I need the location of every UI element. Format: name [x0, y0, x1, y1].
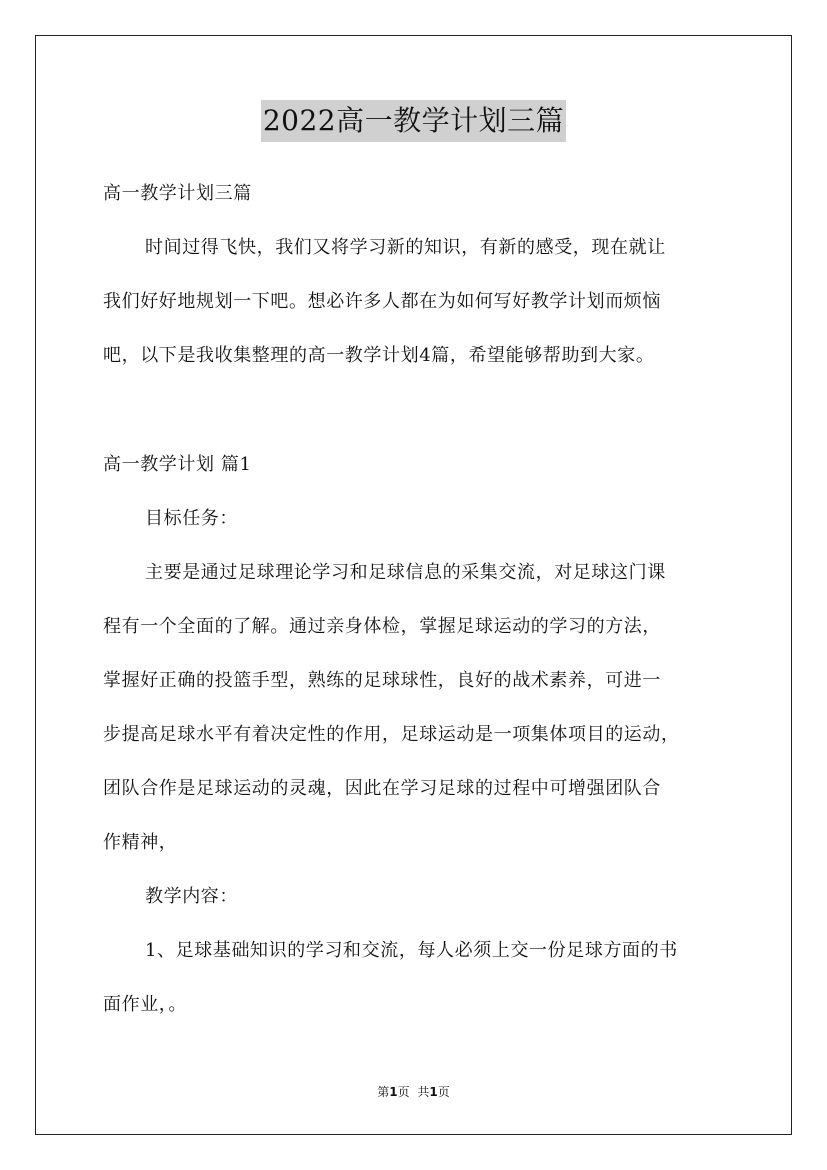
- content-item-line-1: 1、足球基础知识的学习和交流，每人必须上交一份足球方面的书: [145, 940, 678, 961]
- total-suffix: 页: [437, 1085, 450, 1099]
- document-subtitle: 高一教学计划三篇: [103, 183, 252, 204]
- section-heading: 高一教学计划 篇1: [103, 454, 252, 475]
- goal-text-line-6: 作精神，: [103, 832, 178, 853]
- page-suffix: 页: [397, 1085, 410, 1099]
- goal-label: 目标任务：: [145, 508, 238, 529]
- goal-text-line-3: 掌握好正确的投篮手型，熟练的足球球性，良好的战术素养，可进一: [103, 670, 661, 691]
- content-label: 教学内容：: [145, 886, 238, 907]
- content-item-line-2: 面作业，。: [103, 994, 187, 1015]
- page-total: 1: [429, 1085, 438, 1099]
- goal-text-line-2: 程有一个全面的了解。通过亲身体检，掌握足球运动的学习的方法，: [103, 616, 661, 637]
- intro-line-3: 吧，以下是我收集整理的高一教学计划4篇，希望能够帮助到大家。: [103, 345, 655, 366]
- goal-text-line-1: 主要是通过足球理论学习和足球信息的采集交流，对足球这门课: [145, 562, 666, 583]
- intro-line-2: 我们好好地规划一下吧。想必许多人都在为如何写好教学计划而烦恼: [103, 291, 661, 312]
- intro-line-1: 时间过得飞快，我们又将学习新的知识，有新的感受，现在就让: [145, 237, 666, 258]
- page-prefix: 第: [377, 1085, 390, 1099]
- page-footer: [0, 1084, 827, 1100]
- page-current: 1: [389, 1085, 398, 1099]
- goal-text-line-4: 步提高足球水平有着决定性的作用，足球运动是一项集体项目的运动，: [103, 724, 680, 745]
- document-title: 2022高一教学计划三篇: [261, 100, 566, 142]
- title-container: [0, 100, 827, 142]
- goal-text-line-5: 团队合作是足球运动的灵魂，因此在学习足球的过程中可增强团队合: [103, 778, 661, 799]
- total-prefix: 共: [417, 1085, 430, 1099]
